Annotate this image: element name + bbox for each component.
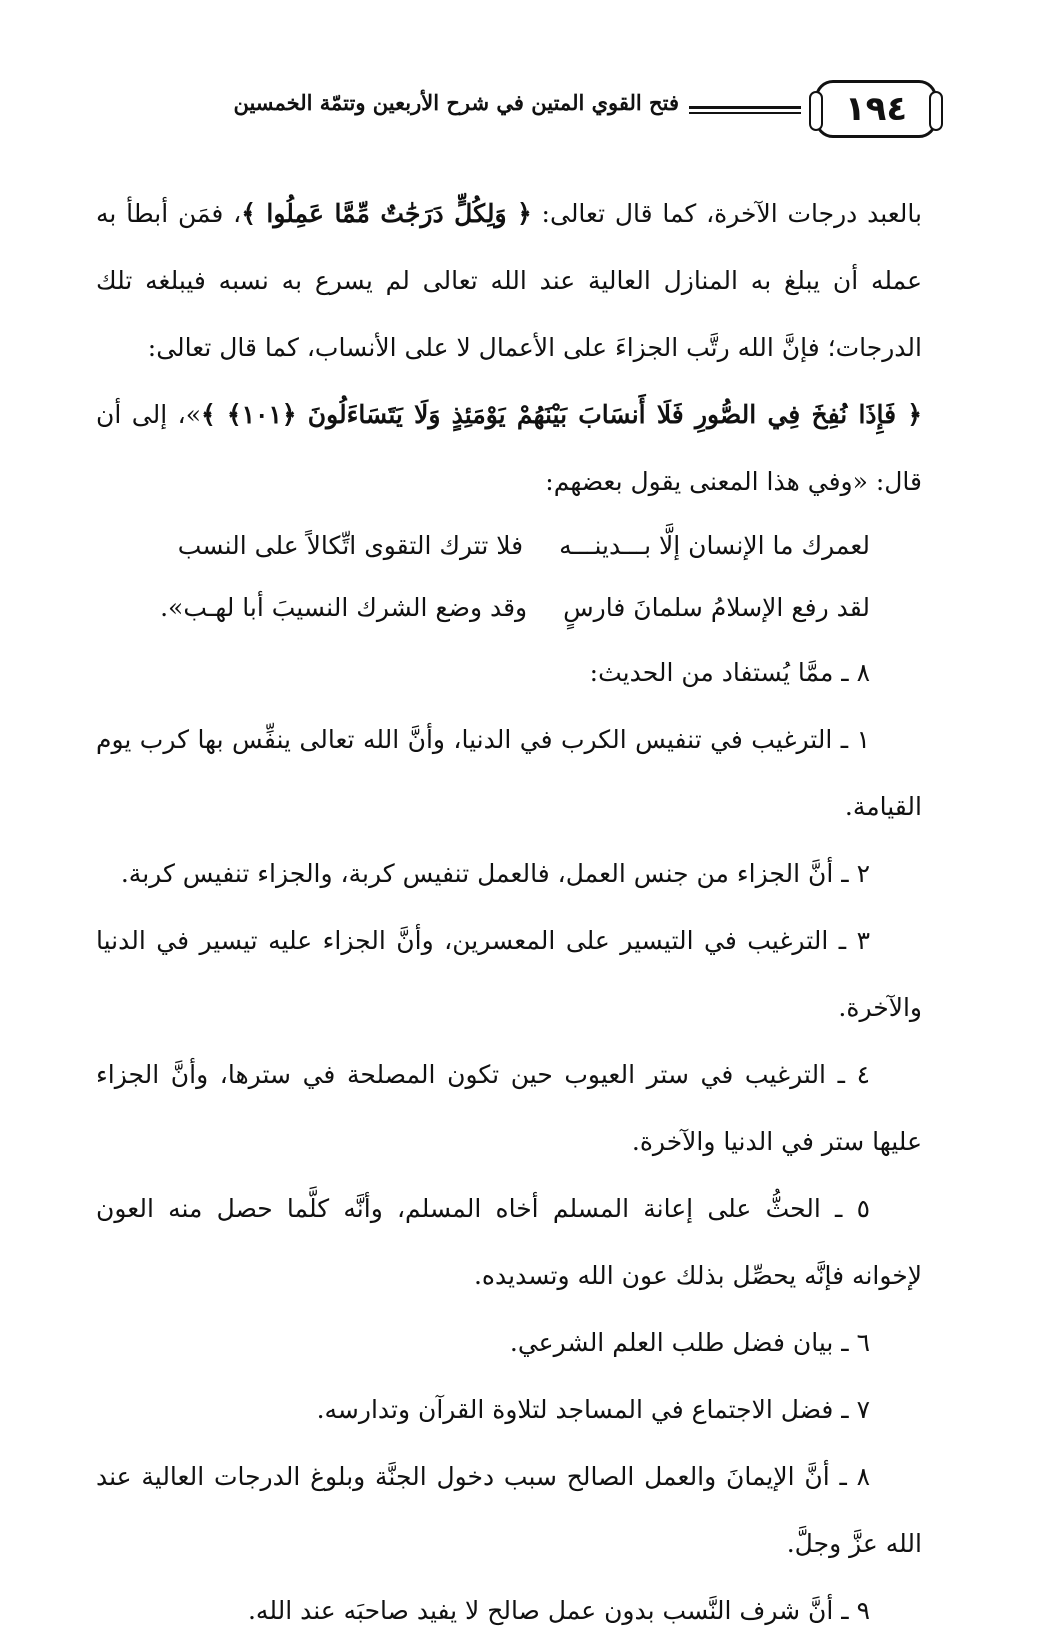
poem-verse — [96, 577, 870, 639]
intro-text-a: بالعبد درجات الآخرة، كما قال تعالى: — [531, 199, 922, 228]
page-body — [96, 180, 922, 1644]
section-heading: ٨ ـ ممَّا يُستفاد من الحديث: — [589, 658, 870, 687]
list-item: ٨ ـ أنَّ الإيمانَ والعمل الصالح سبب دخول الجنَّة وبلوغ الدرجات العالية عند الله عزَّ وجلَّ. — [96, 1462, 922, 1558]
intro-text-c: »، إلى أن قال: «وفي هذا المعنى يقول بعضهم: — [96, 400, 922, 496]
page-number: ١٩٤ — [844, 89, 908, 129]
poem — [96, 515, 922, 639]
page-number-frame — [815, 80, 937, 138]
intro-paragraph — [96, 180, 922, 515]
list-item: ١ ـ الترغيب في تنفيس الكرب في الدنيا، وأنَّ الله تعالى ينفِّس بها كرب يوم القيامة. — [96, 725, 922, 821]
list-item: ٧ ـ فضل الاجتماع في المساجد لتلاوة القرآن وتدارسه. — [316, 1395, 870, 1424]
list-item: ٩ ـ أنَّ شرف النَّسب بدون عمل صالح لا يفيد صاحبَه عند الله. — [247, 1596, 870, 1625]
intro-text-b: ، فمَن أبطأ به عمله أن يبلغ به المنازل العالية عند الله تعالى لم يسرع به نسبه فيبلغه تلك الدرجات؛ فإنَّ الله رتَّب الجزاءَ على الأعمال لا على الأنساب، كما قال تعالى: — [96, 199, 922, 362]
book-title: فتح القوي المتين في شرح الأربعين وتتمّة الخمسين — [233, 90, 679, 115]
header-rule — [689, 106, 801, 114]
list-item: ٥ ـ الحثُّ على إعانة المسلم أخاه المسلم، وأنَّه كلَّما حصل منه العون لإخوانه فإنَّه يحصِّل بذلك عون الله وتسديده. — [96, 1194, 922, 1290]
list-item: ٣ ـ الترغيب في التيسير على المعسرين، وأنَّ الجزاء عليه تيسير في الدنيا والآخرة. — [96, 926, 922, 1022]
poem-hemistich-left: فلا تترك التقوى اتِّكالاً على النسب — [177, 531, 524, 560]
poem-verse — [96, 515, 870, 577]
page-header — [92, 80, 937, 140]
list-item: ٦ ـ بيان فضل طلب العلم الشرعي. — [509, 1328, 870, 1357]
list-item: ٤ ـ الترغيب في ستر العيوب حين تكون المصلحة في سترها، وأنَّ الجزاء عليها ستر في الدنيا والآخرة. — [96, 1060, 922, 1156]
quran-verse-1: ﴿ وَلِكُلٍّ دَرَجَٰتٌ مِّمَّا عَمِلُوا ﴾ — [241, 199, 532, 228]
poem-hemistich-right: لقد رفع الإسلامُ سلمانَ فارسٍ — [563, 593, 870, 622]
quran-verse-2: ﴿ فَإِذَا نُفِخَ فِي الصُّورِ فَلَا أَنسَابَ بَيْنَهُمْ يَوْمَئِذٍ وَلَا يَتَسَاءَلُونَ ﴿١٠١﴾ ﴾ — [201, 400, 922, 429]
list-item: ٢ ـ أنَّ الجزاء من جنس العمل، فالعمل تنفيس كربة، والجزاء تنفيس كربة. — [120, 859, 870, 888]
poem-hemistich-left: وقد وضع الشرك النسيبَ أبا لهـب». — [160, 593, 528, 622]
poem-hemistich-right: لعمرك ما الإنسان إلَّا بـــدينـــه — [559, 531, 870, 560]
